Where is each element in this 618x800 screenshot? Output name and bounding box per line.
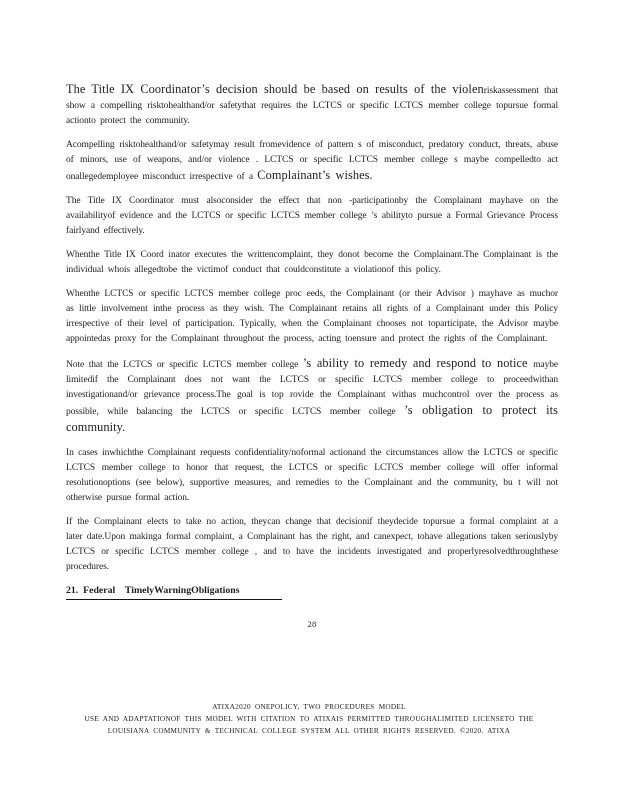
text-segment: Note that the LCTCS or specific LCTCS member college [66, 360, 303, 370]
text-segment: maybe limitedif the Complainant does not want the LCTCS or specific LCTCS member college to proceedwithan investigationand/or grievance process.The goal is top rovide the Complainant withas muchcontrol over the process as possible, while balancing the LCTCS or specific LCTCS member college [66, 360, 558, 417]
section-heading [66, 584, 558, 600]
page-footer [40, 701, 578, 737]
text-segment: In cases inwhichthe Complainant requests confidentiality/noformal actionand the circumstances allow the LCTCS or specific LCTCS member college to honor that request, the LCTCS or specific LCTCS member college will offer informal resolutionoptions (see below), supportive measures, and remedies to the Complainant and the community, bu t will not otherwise pursue formal action. [66, 448, 558, 503]
text-segment: The Title IX Coordinator’s decision should be based on results of the violen [66, 82, 484, 96]
text-segment: Whenthe LCTCS or specific LCTCS member college proc eeds, the Complainant (or their Advisor ) mayhave as muchor as little involvement inthe process as they wish. The Complainant retains all rights of a Complainant under this Policy irrespective of their level of participation. Typically, when the Complainant chooses not toparticipate, the Advisor maybe appointedas proxy for the Complainant throughout the process, acting toensure and protect the rights of the Complainant. [66, 289, 558, 344]
body-text-block [66, 82, 558, 629]
page-number: 28 [307, 619, 317, 629]
footer-line: LOUISIANA COMMUNITY & TECHNICAL COLLEGE SYSTEM ALL OTHER RIGHTS RESERVED. ©2020. ATIXA [107, 727, 511, 735]
paragraph [66, 138, 558, 185]
paragraph [66, 287, 558, 347]
footer-line: ATIXA2020 ONEPOLICY, TWO PROCEDURES MODEL [212, 703, 406, 711]
text-segment: ’s ability to remedy and respond to notice [302, 356, 534, 370]
section-heading-text: 21. Federal TimelyWarningObligations [66, 584, 282, 600]
paragraph [66, 446, 558, 506]
paragraph [66, 248, 558, 278]
text-segment: Acompelling risktohealthand/or safetymay result fromevidence of pattern s of misconduct, predatory conduct, threats, abuse of minors, use of weapons, and/or violence . LCTCS or specific LCTCS member college s maybe compelledto act onallegedemployee misconduct irrespective of a [66, 140, 558, 182]
paragraph [66, 194, 558, 239]
text-segment: Whenthe Title IX Coord inator executes the writtencomplaint, they donot become the Complainant.The Complainant is the individual whois allegedtobe the victimof conduct that couldconstitute a violationof this policy. [66, 250, 558, 275]
text-segment: If the Complainant elects to take no action, theycan change that decisionif theydecide topursue a formal complaint at a later date.Upon makinga formal complaint, a Complainant has the right, and canexpect, tohave allegations taken seriouslyby LCTCS or specific LCTCS member college , and to have the incidents investigated and properlyresolvedthroughthese procedures. [66, 517, 558, 572]
text-segment: riskassessment that show a compelling risktohealthand/or safetythat requires the LCTCS or specific LCTCS member college topursue formal actionto protect the community. [66, 86, 559, 126]
text-segment: Complainant’s wishes. [257, 168, 373, 182]
paragraph [66, 82, 558, 129]
text-segment: The Title IX Coordinator must alsoconsider the effect that non -participationby the Complainant mayhave on the availabilityof evidence and the LCTCS or specific LCTCS member college ’s abilityto pursue a Formal Grievance Process fairlyand effectively. [66, 196, 558, 236]
paragraph [66, 356, 558, 437]
footer-line: USE AND ADAPTATIONOF THIS MODEL WITH CITATION TO ATIXAIS PERMITTED THROUGHALIMITED LICENSETO THE [84, 715, 534, 723]
text-segment: ’s obligation to protect its community. [66, 403, 558, 434]
paragraph [66, 515, 558, 575]
